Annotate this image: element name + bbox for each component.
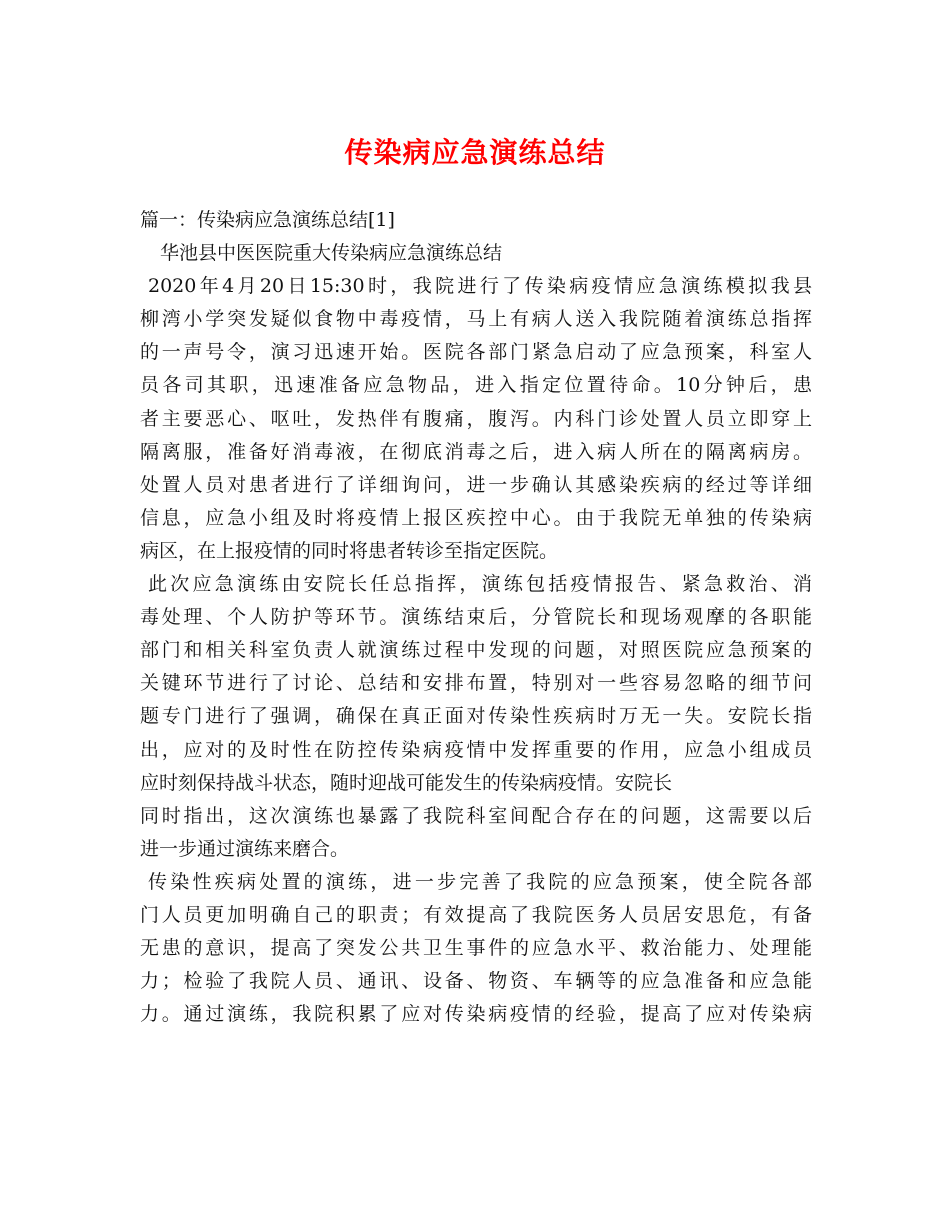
document-title: 传染病应急演练总结 xyxy=(344,136,606,169)
paragraph-line: 柳湾小学突发疑似食物中毒疫情，马上有病人送入我院随着演练总指挥 xyxy=(140,308,812,331)
paragraph-line: 力。通过演练，我院积累了应对传染病疫情的经验，提高了应对传染病 xyxy=(140,1003,812,1026)
paragraph-line: 部门和相关科室负责人就演练过程中发现的问题，对照医院应急预案的 xyxy=(140,639,812,662)
paragraph-line: 题专门进行了强调，确保在真正面对传染性疾病时万无一失。安院长指 xyxy=(140,705,812,728)
paragraph-line: 传染性疾病处置的演练，进一步完善了我院的应急预案，使全院各部 xyxy=(148,870,812,893)
paragraph-line: 2020年4月20日15:30时，我院进行了传染病疫情应急演练模拟我县 xyxy=(148,275,812,298)
paragraph-line: 隔离服，准备好消毒液，在彻底消毒之后，进入病人所在的隔离病房。 xyxy=(140,440,812,463)
paragraph-line: 关键环节进行了讨论、总结和安排布置，特别对一些容易忽略的细节问 xyxy=(140,672,812,695)
paragraph-line: 力；检验了我院人员、通讯、设备、物资、车辆等的应急准备和应急能 xyxy=(140,970,812,993)
paragraph-line: 应时刻保持战斗状态，随时迎战可能发生的传染病疫情。安院长 xyxy=(140,771,673,794)
paragraph-line: 进一步通过演练来磨合。 xyxy=(140,837,350,860)
paragraph-line: 处置人员对患者进行了详细询问，进一步确认其感染疾病的经过等详细 xyxy=(140,473,812,496)
document-body xyxy=(140,204,812,1031)
paragraph-line: 员各司其职，迅速准备应急物品，进入指定位置待命。10分钟后，患 xyxy=(140,374,812,397)
paragraph-line: 无患的意识，提高了突发公共卫生事件的应急水平、救治能力、处理能 xyxy=(140,937,812,960)
paragraph-line: 者主要恶心、呕吐，发热伴有腹痛，腹泻。内科门诊处置人员立即穿上 xyxy=(140,407,812,430)
paragraph-line: 出，应对的及时性在防控传染病疫情中发挥重要的作用，应急小组成员 xyxy=(140,738,812,761)
paragraph-line: 的一声号令，演习迅速开始。医院各部门紧急启动了应急预案，科室人 xyxy=(140,341,812,364)
paragraph-line: 病区，在上报疫情的同时将患者转诊至指定医院。 xyxy=(140,539,559,562)
paragraph-line: 信息，应急小组及时将疫情上报区疾控中心。由于我院无单独的传染病 xyxy=(140,506,812,529)
paragraph-line: 此次应急演练由安院长任总指挥，演练包括疫情报告、紧急救治、消 xyxy=(148,573,812,596)
section-heading: 篇一：传染病应急演练总结[1] xyxy=(140,209,395,231)
paragraph-line: 同时指出，这次演练也暴露了我院科室间配合存在的问题，这需要以后 xyxy=(140,804,812,827)
paragraph-line: 毒处理、个人防护等环节。演练结束后，分管院长和现场观摩的各职能 xyxy=(140,606,812,629)
paragraph-line: 门人员更加明确自己的职责；有效提高了我院医务人员居安思危，有备 xyxy=(140,903,812,926)
subheading: 华池县中医医院重大传染病应急演练总结 xyxy=(160,242,503,265)
